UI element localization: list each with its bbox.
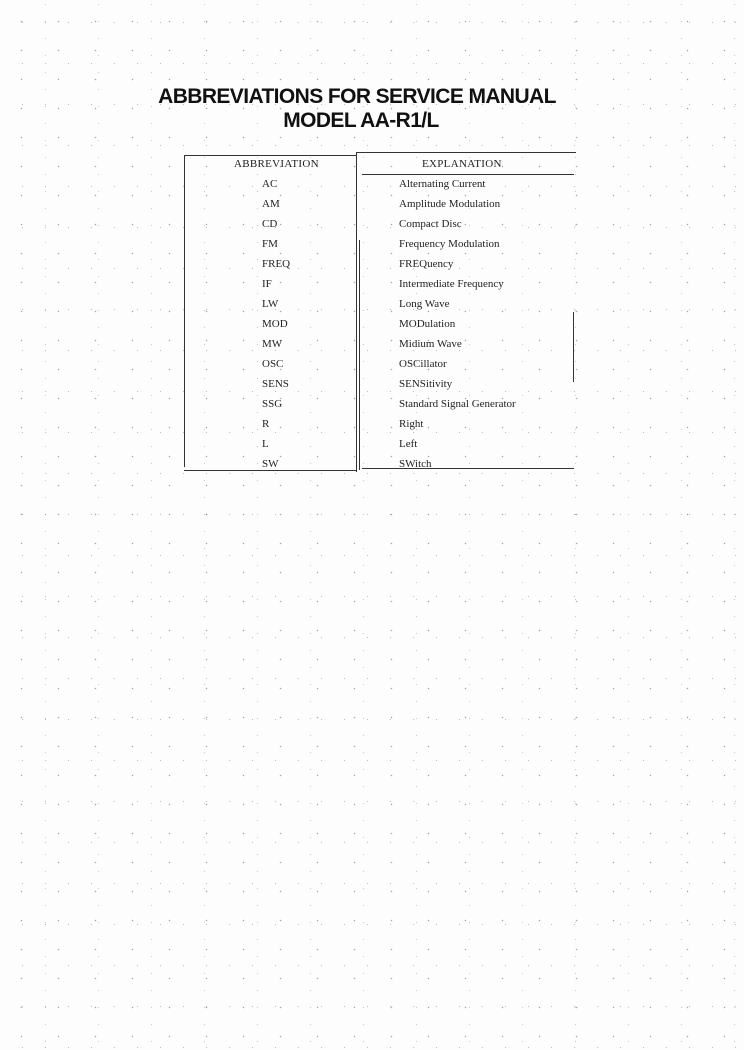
abbreviations-table bbox=[184, 152, 576, 472]
explanation-cell: Long Wave bbox=[399, 298, 450, 310]
abbreviation-cell: AM bbox=[262, 198, 280, 210]
explanation-cell: SENSitivity bbox=[399, 378, 453, 390]
abbreviation-cell: MW bbox=[262, 338, 283, 350]
table-row bbox=[184, 256, 576, 276]
document-title: ABBREVIATIONS FOR SERVICE MANUAL bbox=[158, 85, 556, 108]
table-row bbox=[184, 336, 576, 356]
abbreviation-cell: IF bbox=[262, 278, 272, 290]
table-rule bbox=[362, 174, 574, 175]
table-body bbox=[184, 176, 576, 476]
table-row bbox=[184, 356, 576, 376]
table-row bbox=[184, 276, 576, 296]
table-rule bbox=[184, 155, 356, 156]
table-row bbox=[184, 436, 576, 456]
abbreviation-cell: AC bbox=[262, 178, 278, 190]
explanation-cell: SWitch bbox=[399, 458, 432, 470]
table-row bbox=[184, 416, 576, 436]
table-row bbox=[184, 296, 576, 316]
explanation-cell: FREQuency bbox=[399, 258, 454, 270]
abbreviation-cell: MOD bbox=[262, 318, 288, 330]
table-row bbox=[184, 176, 576, 196]
abbreviation-cell: FM bbox=[262, 238, 278, 250]
abbreviation-cell: SSG bbox=[262, 398, 283, 410]
explanation-cell: Compact Disc bbox=[399, 218, 462, 230]
explanation-cell: Alternating Current bbox=[399, 178, 486, 190]
explanation-cell: OSCillator bbox=[399, 358, 447, 370]
abbreviation-cell: SENS bbox=[262, 378, 289, 390]
table-row bbox=[184, 456, 576, 476]
explanation-cell: Frequency Modulation bbox=[399, 238, 500, 250]
abbreviation-cell: FREQ bbox=[262, 258, 291, 270]
column-header-abbreviation: ABBREVIATION bbox=[234, 158, 319, 170]
table-row bbox=[184, 236, 576, 256]
abbreviation-cell: L bbox=[262, 438, 269, 450]
explanation-cell: MODulation bbox=[399, 318, 456, 330]
abbreviation-cell: LW bbox=[262, 298, 279, 310]
explanation-cell: Left bbox=[399, 438, 418, 450]
abbreviation-cell: SW bbox=[262, 458, 279, 470]
explanation-cell: Standard Signal Generator bbox=[399, 398, 516, 410]
table-row bbox=[184, 396, 576, 416]
table-row bbox=[184, 196, 576, 216]
abbreviation-cell: OSC bbox=[262, 358, 284, 370]
table-row bbox=[184, 376, 576, 396]
abbreviation-cell: CD bbox=[262, 218, 278, 230]
explanation-cell: Amplitude Modulation bbox=[399, 198, 501, 210]
explanation-cell: Right bbox=[399, 418, 424, 430]
table-rule bbox=[356, 152, 576, 153]
explanation-cell: Midium Wave bbox=[399, 338, 462, 350]
table-row bbox=[184, 316, 576, 336]
table-row bbox=[184, 216, 576, 236]
model-title: MODEL AA-R1/L bbox=[283, 109, 439, 132]
column-header-explanation: EXPLANATION bbox=[422, 158, 502, 170]
explanation-cell: Intermediate Frequency bbox=[399, 278, 504, 290]
abbreviation-cell: R bbox=[262, 418, 270, 430]
